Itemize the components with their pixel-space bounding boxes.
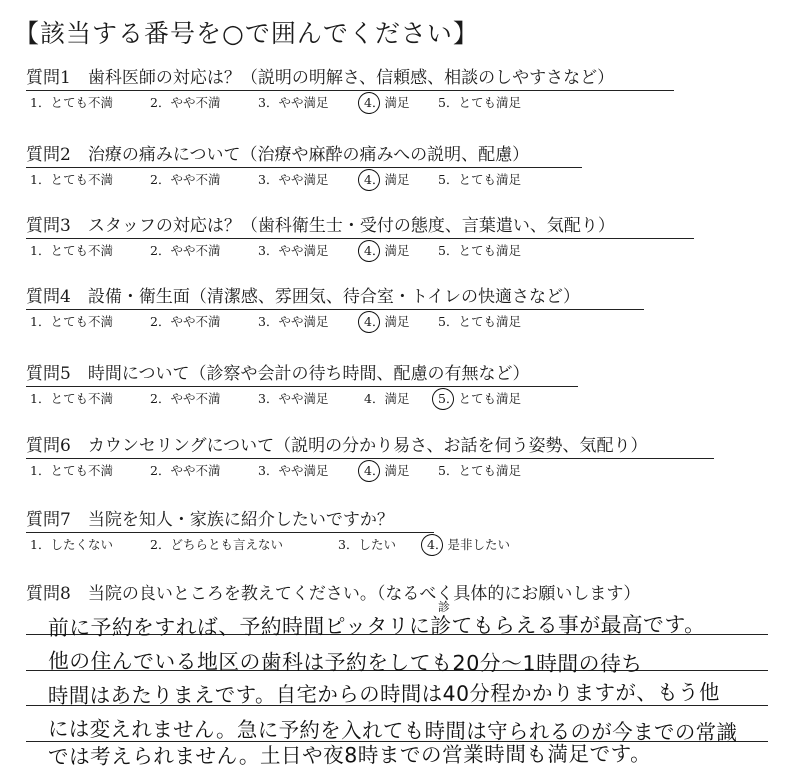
answer-option-2[interactable]: 2．やや不満 — [150, 314, 221, 329]
answer-option-5[interactable]: 5．とても満足 — [438, 391, 521, 406]
answer-option-2[interactable]: 2．やや不満 — [150, 95, 221, 110]
question-7-text: 質問7 当院を知人・家族に紹介したいですか？ — [26, 510, 394, 530]
answer-option-4[interactable]: 4．満足 — [364, 314, 410, 329]
answer-option-5[interactable]: 5．とても満足 — [438, 243, 521, 258]
answer-option-3[interactable]: 3．やや満足 — [258, 463, 329, 478]
answer-option-1[interactable]: 1．とても不満 — [30, 314, 113, 329]
question-2-text: 質問2 治療の痛みについて（治療や麻酔の痛みへの説明、配慮） — [26, 145, 530, 165]
question-underline — [26, 309, 644, 310]
answer-option-4[interactable]: 4．満足 — [364, 243, 410, 258]
answer-option-2[interactable]: 2．やや不満 — [150, 243, 221, 258]
answer-option-2[interactable]: 2．やや不満 — [150, 463, 221, 478]
question-3-text: 質問3 スタッフの対応は？（歯科衛生士・受付の態度、言葉遣い、気配り） — [26, 216, 615, 236]
answer-option-5[interactable]: 5．とても満足 — [438, 463, 521, 478]
form-title: 【該当する番号を○で囲んでください】 — [14, 19, 479, 48]
answer-option-3[interactable]: 3．やや満足 — [258, 243, 329, 258]
answer-option-3[interactable]: 3．やや満足 — [258, 95, 329, 110]
answer-option-1[interactable]: 1．したくない — [30, 537, 113, 552]
answer-option-4[interactable]: 4．満足 — [364, 95, 410, 110]
question-1 — [26, 66, 766, 110]
question-6 — [26, 434, 766, 478]
answer-option-4[interactable]: 4．満足 — [364, 463, 410, 478]
answer-option-5[interactable]: 5．とても満足 — [438, 95, 521, 110]
handwritten-answer-line-4: には変えれません。急に予約を入れても時間は守られるのが今までの常識 — [47, 717, 738, 745]
handwritten-answer-line-1: 前に予約をすれば、予約時間ピッタリに診てもらえる事が最高です。 — [47, 612, 706, 640]
question-8-text: 質問8 当院の良いところを教えてください。（なるべく具体的にお願いします） — [26, 584, 641, 604]
question-underline — [26, 238, 694, 239]
answer-option-3[interactable]: 3．したい — [338, 537, 396, 552]
handwritten-insertion: 診 — [438, 600, 451, 614]
question-4 — [26, 285, 766, 329]
question-underline — [26, 386, 578, 387]
answer-option-1[interactable]: 1．とても不満 — [30, 95, 113, 110]
answer-option-4[interactable]: 4．是非したい — [427, 537, 510, 552]
question-7 — [26, 508, 766, 552]
handwritten-answer-line-2: 他の住んでいる地区の歯科は予約をしても20分〜1時間の待ち — [47, 649, 643, 677]
answer-option-1[interactable]: 1．とても不満 — [30, 172, 113, 187]
handwritten-answer-line-3: 時間はあたりまえです。自宅からの時間は40分程かかりますが、もう他 — [47, 680, 720, 708]
handwritten-answer-line-5: では考えられません。土日や夜8時までの営業時間も満足です。 — [47, 741, 652, 769]
question-underline — [26, 532, 434, 533]
answer-option-3[interactable]: 3．やや満足 — [258, 314, 329, 329]
question-5 — [26, 362, 766, 406]
answer-option-1[interactable]: 1．とても不満 — [30, 391, 113, 406]
answer-option-3[interactable]: 3．やや満足 — [258, 172, 329, 187]
question-6-text: 質問6 カウンセリングについて（説明の分かり易さ、お話を伺う姿勢、気配り） — [26, 436, 648, 456]
answer-option-3[interactable]: 3．やや満足 — [258, 391, 329, 406]
question-3 — [26, 214, 766, 258]
question-2 — [26, 143, 766, 187]
question-8 — [26, 582, 766, 606]
answer-option-4[interactable]: 4．満足 — [364, 391, 410, 406]
answer-option-5[interactable]: 5．とても満足 — [438, 314, 521, 329]
question-1-text: 質問1 歯科医師の対応は？（説明の明解さ、信頼感、相談のしやすさなど） — [26, 68, 615, 88]
answer-option-2[interactable]: 2．やや不満 — [150, 172, 221, 187]
answer-option-1[interactable]: 1．とても不満 — [30, 463, 113, 478]
answer-option-2[interactable]: 2．どちらとも言えない — [150, 537, 283, 552]
question-5-text: 質問5 時間について（診察や会計の待ち時間、配慮の有無など） — [26, 364, 530, 384]
question-4-text: 質問4 設備・衛生面（清潔感、雰囲気、待合室・トイレの快適さなど） — [26, 287, 580, 307]
question-underline — [26, 90, 674, 91]
answer-option-1[interactable]: 1．とても不満 — [30, 243, 113, 258]
question-underline — [26, 167, 582, 168]
answer-option-5[interactable]: 5．とても満足 — [438, 172, 521, 187]
answer-option-2[interactable]: 2．やや不満 — [150, 391, 221, 406]
answer-option-4[interactable]: 4．満足 — [364, 172, 410, 187]
